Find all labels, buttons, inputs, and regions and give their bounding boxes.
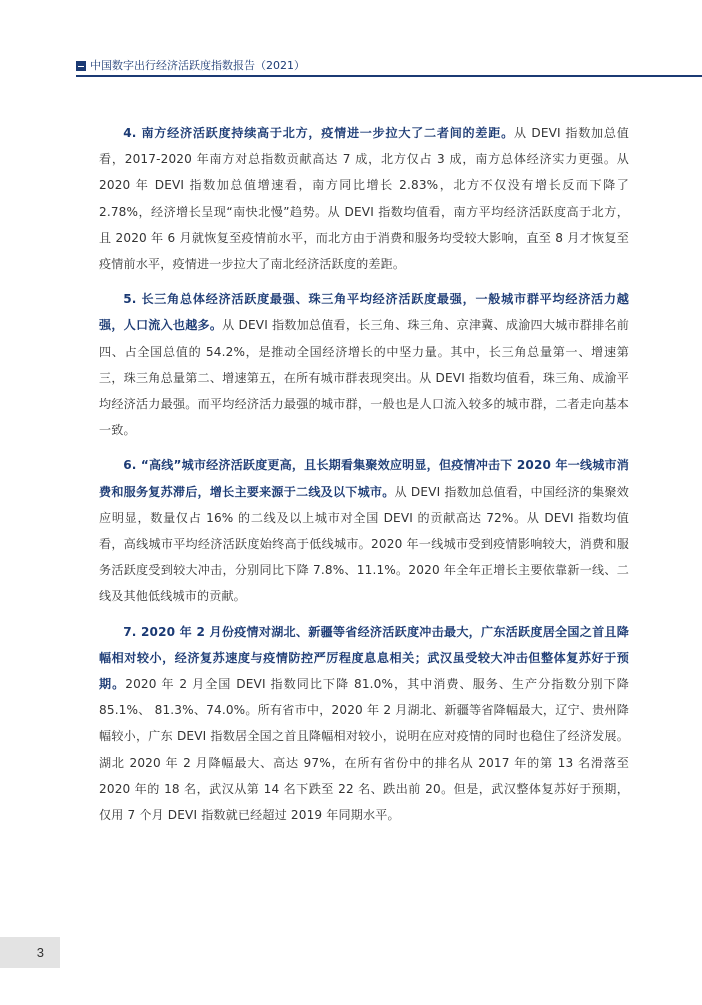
report-icon bbox=[76, 61, 86, 71]
paragraph-7 bbox=[99, 619, 629, 829]
header-rule bbox=[76, 75, 702, 77]
header-title: 中国数字出行经济活跃度指数报告（2021） bbox=[90, 59, 305, 72]
paragraph-body: 2020 年 2 月全国 DEVI 指数同比下降 81.0%，其中消费、服务、生产分指数分别下降 85.1%、 81.3%、74.0%。所有省市中，2020 年 2 月湖北、新疆等省降幅最大，辽宁、贵州降幅较小，广东 DEVI 指数居全国之首且降幅相对较小，说明在应对疫情的同时也稳住了经济发展。湖北 2020 年 2 月降幅最大、高达 97%，在所有省份中的排名从 2017 年的第 13 名滑落至 2020 年的 18 名，武汉从第 14 名下跌至 22 名、跌出前 20。但是，武汉整体复苏好于预期，仅用 7 个月 DEVI 指数就已经超过 2019 年同期水平。 bbox=[99, 677, 629, 823]
paragraph-body: 从 DEVI 指数加总值看，长三角、珠三角、京津冀、成渝四大城市群排名前四、占全国总值的 54.2%，是推动全国经济增长的中坚力量。其中，长三角总量第一、增速第三，珠三角总量第二、增速第五，在所有城市群表现突出。从 DEVI 指数均值看，珠三角、成渝平均经济活力最强。而平均经济活力最强的城市群，一般也是人口流入较多的城市群，二者走向基本一致。 bbox=[99, 318, 629, 438]
page-number: 3 bbox=[36, 945, 44, 960]
running-header bbox=[76, 58, 702, 74]
paragraph-body: 从 DEVI 指数加总值看，2017-2020 年南方对总指数贡献高达 7 成，北方仅占 3 成，南方总体经济实力更强。从 2020 年 DEVI 指数加总值增速看，南方同比增长 2.83%，北方不仅没有增长反而下降了 2.78%，经济增长呈现“南快北慢”趋势。从 DEVI 指数均值看，南方平均经济活跃度高于北方，且 2020 年 6 月就恢复至疫情前水平，而北方由于消费和服务均受较大影响，直至 8 月才恢复至疫情前水平，疫情进一步拉大了南北经济活跃度的差距。 bbox=[99, 126, 629, 272]
paragraph-6 bbox=[99, 452, 629, 609]
paragraph-4 bbox=[99, 120, 629, 277]
body-text bbox=[99, 120, 629, 837]
paragraph-lead: 4. 南方经济活跃度持续高于北方，疫情进一步拉大了二者间的差距。 bbox=[123, 126, 514, 140]
page-number-box bbox=[0, 937, 60, 968]
paragraph-lead: 5. 长三角总体经济活跃度最强、珠三角平均经济活跃度最强，一般城市群平均经济活力越强，人口流入也越多。 bbox=[99, 292, 629, 333]
paragraph-lead: 6. “高线”城市经济活跃度更高，且长期看集聚效应明显，但疫情冲击下 2020 年一线城市消费和服务复苏滞后，增长主要来源于二线及以下城市。 bbox=[99, 458, 629, 499]
paragraph-body: 从 DEVI 指数加总值看，中国经济的集聚效应明显，数量仅占 16% 的二线及以上城市对全国 DEVI 的贡献高达 72%。从 DEVI 指数均值看，高线城市平均经济活跃度始终高于低线城市。2020 年一线城市受到疫情影响较大，消费和服务活跃度受到较大冲击，分别同比下降 7.8%、11.1%。2020 年全年正增长主要依靠新一线、二线及其他低线城市的贡献。 bbox=[99, 484, 629, 604]
paragraph-5 bbox=[99, 286, 629, 443]
paragraph-lead: 7. 2020 年 2 月份疫情对湖北、新疆等省经济活跃度冲击最大，广东活跃度居全国之首且降幅相对较小，经济复苏速度与疫情防控严厉程度息息相关；武汉虽受较大冲击但整体复苏好于预期。 bbox=[99, 624, 629, 692]
